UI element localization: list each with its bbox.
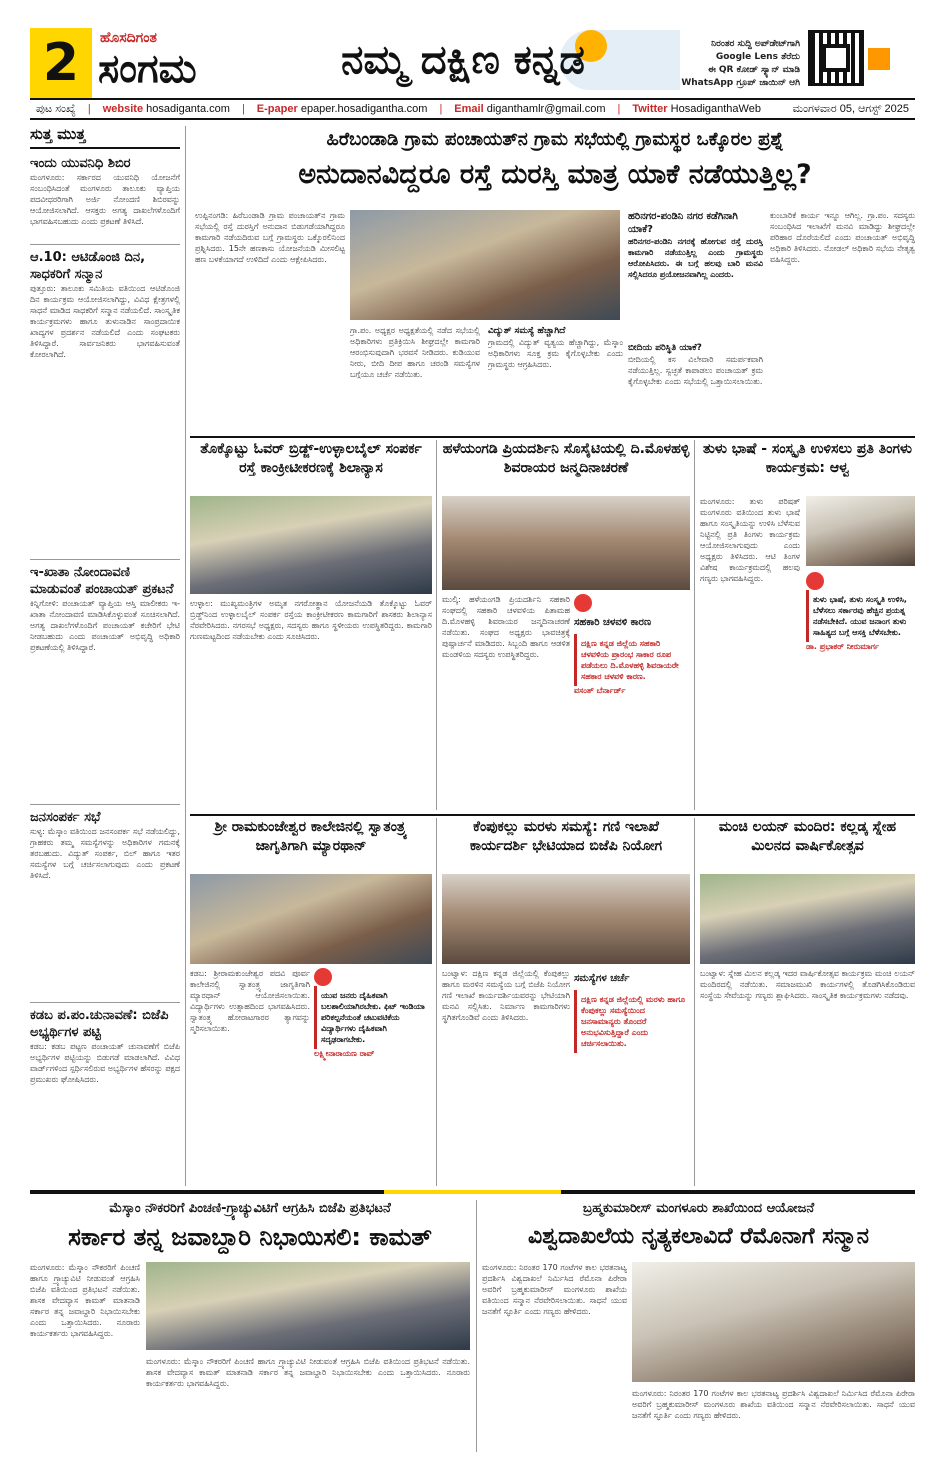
story-photo xyxy=(806,496,915,566)
sidebar-head: ಹರಿನಗರ-ಪಂಡಿನಿ ನಗರ ಕಡೆಗಿನಾಗಿ ಯಾಕೆ? xyxy=(628,211,738,235)
story-headline: ತುಳು ಭಾಷೆ - ಸಂಸ್ಕೃತಿ ಉಳಿಸಲು ಪ್ರತಿ ತಿಂಗಳು ಕಾರ್ಯಕ್ರಮ: ಆಳ್ವ xyxy=(702,441,913,476)
quote-title: ಸಹಕಾರಿ ಚಳವಳಿ ಕಾರಣ xyxy=(574,617,652,628)
story-headline: ವಿಶ್ವದಾಖಲೆಯ ನೃತ್ಯಕಲಾವಿದೆ ರೆಮೊನಾಗೆ ಸನ್ಮಾನ xyxy=(527,1224,870,1249)
brief-body: ಕಡಬ: ಕಡಬ ಪಟ್ಟಣ ಪಂಚಾಯತ್ ಚುನಾವಣೆಗೆ ಬಿಜೆಪಿ ಅಭ್ಯರ್ಥಿಗಳ ಪಟ್ಟಿಯನ್ನು ಬಿಡುಗಡೆ ಮಾಡಲಾಗಿದೆ. ವಿವಿಧ ವಾರ್ಡ್‌ಗಳಿಂದ ಸ್ಪರ್ಧಿಸಲಿರುವ ಅಭ್ಯರ್ಥಿಗಳ ಹೆಸರನ್ನು ಪಕ್ಷದ ಪ್ರಮುಖರು ಘೋಷಿಸಿದರು. xyxy=(30,1042,180,1084)
story-headline: ಹಳೆಯಂಗಡಿ ಪ್ರಿಯದರ್ಶಿನಿ ಸೊಸೈಟಿಯಲ್ಲಿ ದಿ.ಮೊಳಹಳ್ಳಿ ಶಿವರಾಯರ ಜನ್ಮದಿನಾಚರಣೆ xyxy=(442,441,690,476)
brand-top: ಹೊಸದಿಗಂತ xyxy=(100,30,157,46)
story-photo xyxy=(146,1262,470,1350)
column-divider xyxy=(694,818,695,1186)
quote-title: ಸಮಸ್ಯೆಗಳ ಚರ್ಚೆ xyxy=(574,973,630,984)
story-body: ಉಳ್ಳಾಲ: ಮುಖ್ಯಮಂತ್ರಿಗಳ ಅಮೃತ ನಗರೋತ್ಥಾನ ಯೋಜನೆಯಡಿ ತೊಕ್ಕೊಟ್ಟು ಓವರ್ ಬ್ರಿಡ್ಜ್‌ನಿಂದ ಉಳ್ಳಾಲಬೈಲ್ ಸಂಪರ್ಕ ರಸ್ತೆಯ ಕಾಂಕ್ರೀಟೀಕರಣ ಕಾಮಗಾರಿಗೆ ಶಾಸಕರು ಶಿಲಾನ್ಯಾಸ ನೆರವೇರಿಸಿದರು. ನಗರಸಭೆ ಅಧ್ಯಕ್ಷರು, ಸದಸ್ಯರು ಹಾಗೂ ಸ್ಥಳೀಯರು ಉಪಸ್ಥಿತರಿದ್ದರು. ಕಾಮಗಾರಿ ಗುಣಮಟ್ಟದಿಂದ ನಡೆಯಬೇಕು ಎಂದು ಸೂಚಿಸಿದರು. xyxy=(190,599,432,641)
story-photo xyxy=(190,874,432,964)
story-headline: ಸರ್ಕಾರ ತನ್ನ ಜವಾಬ್ದಾರಿ ನಿಭಾಯಿಸಲಿ: ಕಾಮತ್ xyxy=(68,1223,432,1251)
quote-author: ಡಾ. ಪ್ರಭಾಕರ್ ನೀರುಮಾರ್ಗ xyxy=(806,642,880,651)
page-number: 2 xyxy=(30,28,92,98)
story-kicker: ಮೆಸ್ಕಾಂ ನೌಕರರಿಗೆ ಪಿಂಚಣಿ-ಗ್ರ್ಯಾಚ್ಯುವಿಟಿಗೆ ಆಗ್ರಹಿಸಿ ಬಿಜೆಪಿ ಪ್ರತಿಭಟನೆ xyxy=(109,1201,391,1216)
story-body: ಮಂಗಳೂರು: ನಿರಂತರ 170 ಗಂಟೆಗಳ ಕಾಲ ಭರತನಾಟ್ಯ ಪ್ರದರ್ಶಿಸಿ ವಿಶ್ವದಾಖಲೆ ನಿರ್ಮಿಸಿದ ರೆಮೊನಾ ಪಿರೇರಾ ಅವರಿಗೆ ಬ್ರಹ್ಮಕುಮಾರೀಸ್ ಮಂಗಳೂರು ಶಾಖೆಯ ವತಿಯಿಂದ ಸನ್ಮಾನ ನೆರವೇರಿಸಲಾಯಿತು. ಸಾಧನೆ ಯುವ ಜನತೆಗೆ ಸ್ಫೂರ್ತಿ ಎಂದು ಗಣ್ಯರು ಹೇಳಿದರು. xyxy=(482,1263,627,1316)
issue-date: ಮಂಗಳವಾರ 05, ಆಗಸ್ಟ್ 2025 xyxy=(792,102,909,115)
story-photo xyxy=(442,874,690,964)
column-divider xyxy=(694,440,695,810)
separator: | xyxy=(241,103,245,115)
column-divider xyxy=(436,440,437,810)
email-label: Email xyxy=(454,103,484,115)
info-bar xyxy=(30,98,915,120)
story-body: ಕಡಬ: ಶ್ರೀರಾಮಕುಂಜೇಶ್ವರ ಪದವಿ ಪೂರ್ವ ಕಾಲೇಜಿನಲ್ಲಿ ಸ್ವಾತಂತ್ರ್ಯ ಜಾಗೃತಿಗಾಗಿ ಮ್ಯಾರಥಾನ್ ಆಯೋಜಿಸಲಾಯಿತು. ವಿದ್ಯಾರ್ಥಿಗಳು ಉತ್ಸಾಹದಿಂದ ಭಾಗವಹಿಸಿದರು. ಸ್ವಾತಂತ್ರ್ಯ ಹೋರಾಟಗಾರರ ತ್ಯಾಗವನ್ನು ಸ್ಮರಿಸಲಾಯಿತು. xyxy=(190,969,310,1033)
story-headline: ಶ್ರೀ ರಾಮಕುಂಜೇಶ್ವರ ಕಾಲೇಜಿನಲ್ಲಿ ಸ್ವಾತಂತ್ರ್ಯ ಜಾಗೃತಿಗಾಗಿ ಮ್ಯಾರಥಾನ್ xyxy=(214,819,408,854)
qr-line: WhatsApp ಗ್ರೂಪ್ ಜಾಯಿನ್ ಆಗಿ xyxy=(681,78,800,88)
quote-text: ತುಳು ಭಾಷೆ, ತುಳು ಸಂಸ್ಕೃತಿ ಉಳಿಸಿ, ಬೆಳೆಸಲು ಸರ್ಕಾರವು ಹೆಚ್ಚಿನ ಪ್ರಯತ್ನ ನಡೆಸಬೇಕಿದೆ. ಯುವ ಜನಾಂಗ ತುಳು ಸಾಹಿತ್ಯದ ಬಗ್ಗೆ ಆಸಕ್ತಿ ಬೆಳೆಸಬೇಕು. xyxy=(806,590,915,642)
story-photo xyxy=(700,874,915,964)
brief-headline: ಇಂದು ಯುವನಿಧಿ ಶಿಬಿರ xyxy=(30,156,131,171)
story-body: ಬಂಟ್ವಾಳ: ಸ್ನೇಹ ಮಿಲನ ಕಲ್ಲಡ್ಕ ಇದರ ವಾರ್ಷಿಕೋತ್ಸವ ಕಾರ್ಯಕ್ರಮ ಮಂಚಿ ಲಯನ್ ಮಂದಿರದಲ್ಲಿ ನಡೆಯಿತು. ಸಮಾಜಮುಖಿ ಕಾರ್ಯಗಳಲ್ಲಿ ತೊಡಗಿಸಿಕೊಂಡಿರುವ ಸಂಸ್ಥೆಯ ಸೇವೆಯನ್ನು ಗಣ್ಯರು ಶ್ಲಾಘಿಸಿದರು. ಸಾಂಸ್ಕೃತಿಕ ಕಾರ್ಯಕ್ರಮಗಳು ನಡೆದವು. xyxy=(700,969,915,1000)
left-column xyxy=(30,126,180,1186)
qr-line: ನಿರಂತರ ಸುದ್ದಿ ಅಪ್‌ಡೇಟ್‌ಗಾಗಿ xyxy=(711,39,800,49)
quote-author: ವಸಂತ್ ಬೆರ್ನಾರ್ಡ್ xyxy=(574,686,626,695)
story-headline: ಮಂಚಿ ಲಯನ್ ಮಂದಿರ: ಕಲ್ಲಡ್ಕ ಸ್ನೇಹ ಮಿಲನದ ವಾರ್ಷಿಕೋತ್ಸವ xyxy=(718,819,897,854)
qr-line: Google Lens ತೆರೆದು xyxy=(715,52,800,62)
brief-headline: ಇ-ಖಾತಾ ನೋಂದಾವಣಿ ಮಾಡುವಂತೆ ಪಂಚಾಯತ್ ಪ್ರಕಟನೆ xyxy=(30,559,180,598)
quote-icon xyxy=(314,968,332,986)
brand-main: ಸಂಗಮ xyxy=(98,46,197,92)
separator: | xyxy=(439,103,443,115)
quote-icon xyxy=(806,572,824,590)
quote-text: ದಕ್ಷಿಣ ಕನ್ನಡ ಜಿಲ್ಲೆಯ ಸಹಕಾರಿ ಚಳವಳಿಯ ಪ್ರಾರಂಭ ಸಾಕಾರ ರೂಪ ಪಡೆಯಲು ದಿ.ಮೊಳಹಳ್ಳಿ ಶಿವರಾಯರೇ ಸಹಕಾರ ಚಳವಳಿ ಕಾರಣ. xyxy=(574,634,690,686)
lead-sidebar xyxy=(488,325,623,430)
story-body: ಮಂಗಳೂರು: ಮೆಸ್ಕಾಂ ನೌಕರರಿಗೆ ಪಿಂಚಣಿ ಹಾಗೂ ಗ್ರ್ಯಾಚ್ಯುವಿಟಿ ನೀಡುವಂತೆ ಆಗ್ರಹಿಸಿ ಬಿಜೆಪಿ ವತಿಯಿಂದ ಪ್ರತಿಭಟನೆ ನಡೆಯಿತು. ಶಾಸಕ ವೇದವ್ಯಾಸ ಕಾಮತ್ ಮಾತನಾಡಿ ಸರ್ಕಾರ ತನ್ನ ಜವಾಬ್ದಾರಿ ನಿಭಾಯಿಸಬೇಕು ಎಂದು ಒತ್ತಾಯಿಸಿದರು. ನೂರಾರು ಕಾರ್ಯಕರ್ತರು ಭಾಗವಹಿಸಿದ್ದರು. xyxy=(146,1357,470,1388)
pull-quote xyxy=(574,968,690,1088)
story-headline: ಕೆಂಪುಕಲ್ಲು ಮರಳು ಸಮಸ್ಯೆ: ಗಣಿ ಇಲಾಖೆ ಕಾರ್ಯದರ್ಶಿ ಭೇಟಿಯಾದ ಬಿಜೆಪಿ ನಿಯೋಗ xyxy=(469,819,663,854)
twitter-link[interactable]: HosadiganthaWeb xyxy=(670,103,761,115)
section-title: ಸುತ್ತ ಮುತ್ತ xyxy=(30,126,180,149)
orange-square-icon xyxy=(868,48,890,70)
story-body: ಬಂಟ್ವಾಳ: ದಕ್ಷಿಣ ಕನ್ನಡ ಜಿಲ್ಲೆಯಲ್ಲಿ ಕೆಂಪುಕಲ್ಲು ಹಾಗೂ ಮರಳಿನ ಸಮಸ್ಯೆಯ ಬಗ್ಗೆ ಬಿಜೆಪಿ ನಿಯೋಗ ಗಣಿ ಇಲಾಖೆ ಕಾರ್ಯದರ್ಶಿಯವರನ್ನು ಭೇಟಿಯಾಗಿ ಮನವಿ ಸಲ್ಲಿಸಿತು. ನಿರ್ಮಾಣ ಕಾಮಗಾರಿಗಳು ಸ್ಥಗಿತಗೊಂಡಿವೆ ಎಂದು ತಿಳಿಸಿದರು. xyxy=(442,969,570,1022)
sidebar-head: ಬೀದಿಯ ಪರಿಸ್ಥಿತಿ ಯಾಕೆ? xyxy=(628,343,702,353)
brief-body: ಮಂಗಳೂರು: ಸರ್ಕಾರದ ಯುವನಿಧಿ ಯೋಜನೆಗೆ ಸಂಬಂಧಿಸಿದಂತೆ ಮಂಗಳೂರು ತಾಲೂಕು ವ್ಯಾಪ್ತಿಯ ಪದವೀಧರರಿಗಾಗಿ ಅರ್ಜಿ ನೋಂದಣಿ ಶಿಬಿರವನ್ನು ಆಯೋಜಿಸಲಾಗಿದೆ. ಆಸಕ್ತರು ಅಗತ್ಯ ದಾಖಲೆಗಳೊಂದಿಗೆ ಭಾಗವಹಿಸಬಹುದು ಎಂದು ಪ್ರಕಟಣೆ ತಿಳಿಸಿದೆ. xyxy=(30,173,180,226)
page-title: ನಮ್ಮ ದಕ್ಷಿಣ ಕನ್ನಡ xyxy=(341,36,585,83)
sidebar-body: ಹರಿನಗರ-ಪಂಡಿನಿ ನಗರಕ್ಕೆ ಹೋಗುವ ರಸ್ತೆ ದುರಸ್ತಿ ಕಾಮಗಾರಿ ನಡೆಯುತ್ತಿಲ್ಲ ಎಂದು ಗ್ರಾಮಸ್ಥರು ಆರೋಪಿಸಿದರು. ಈ ಬಗ್ಗೆ ಹಲವು ಬಾರಿ ಮನವಿ ಸಲ್ಲಿಸಿದರೂ ಪ್ರಯೋಜನವಾಗಿಲ್ಲ ಎಂದರು. xyxy=(628,237,763,279)
pull-quote xyxy=(314,968,432,1108)
story-photo xyxy=(190,496,432,594)
email-link[interactable]: diganthamlr@gmail.com xyxy=(486,103,606,115)
website-label: website xyxy=(102,103,144,115)
quote-icon xyxy=(574,594,592,612)
qr-line: ಈ QR ಕೋಡ್ ಸ್ಕ್ಯಾನ್ ಮಾಡಿ xyxy=(707,65,800,75)
quote-author: ಲಕ್ಷ್ಮೀನಾರಾಯಣ ರಾವ್ xyxy=(314,1049,375,1058)
brief-body: ಪುತ್ತೂರು: ತಾಲೂಕು ಸಮಿತಿಯ ವತಿಯಿಂದ ಆಟಿಡೊಂಜಿ ದಿನ ಕಾರ್ಯಕ್ರಮ ಆಯೋಜಿಸಲಾಗಿದ್ದು, ವಿವಿಧ ಕ್ಷೇತ್ರಗಳಲ್ಲಿ ಸಾಧನೆ ಮಾಡಿದ ಸಾಧಕರಿಗೆ ಸನ್ಮಾನ ನಡೆಯಲಿದೆ. ಸಾಂಸ್ಕೃತಿಕ ಕಾರ್ಯಕ್ರಮಗಳು ಹಾಗೂ ತುಳುನಾಡಿನ ಸಾಂಪ್ರದಾಯಿಕ ಖಾದ್ಯಗಳ ಪ್ರದರ್ಶನ ನಡೆಯಲಿದೆ ಎಂದು ಸಂಘಟಕರು ತಿಳಿಸಿದ್ದಾರೆ. ಸಾರ್ವಜನಿಕರು ಭಾಗವಹಿಸುವಂತೆ ಕೋರಲಾಗಿದೆ. xyxy=(30,284,180,359)
twitter-label: Twitter xyxy=(632,103,668,115)
separator: | xyxy=(87,103,91,115)
section-rule xyxy=(190,436,915,438)
sidebar-body: ಗ್ರಾಮದಲ್ಲಿ ವಿದ್ಯುತ್ ವ್ಯತ್ಯಯ ಹೆಚ್ಚಾಗಿದ್ದು, ಮೆಸ್ಕಾಂ ಅಧಿಕಾರಿಗಳು ಸೂಕ್ತ ಕ್ರಮ ಕೈಗೊಳ್ಳಬೇಕು ಎಂದು ಗ್ರಾಮಸ್ಥರು ಆಗ್ರಹಿಸಿದರು. xyxy=(488,338,623,369)
brief-headline: ಆ.10: ಆಟಿಡೊಂಜಿ ದಿನ, ಸಾಧಕರಿಗೆ ಸನ್ಮಾನ xyxy=(30,244,180,283)
story-kicker: ಬ್ರಹ್ಮಕುಮಾರೀಸ್ ಮಂಗಳೂರು ಶಾಖೆಯಿಂದ ಆಯೋಜನೆ xyxy=(582,1201,815,1216)
epaper-link[interactable]: epaper.hosadigantha.com xyxy=(300,103,428,115)
pullout-label: ಪುಟ ಸಂಖ್ಯೆ xyxy=(36,102,76,115)
lead-body: ಕುಂಬಾರಿಕೆ ಕಾರ್ಯ ಇನ್ನೂ ಆಗಿಲ್ಲ. ಗ್ರಾ.ಪಂ. ಸದಸ್ಯರು ಸಂಬಂಧಿಸಿದ ಇಲಾಖೆಗೆ ಮನವಿ ಮಾಡಿದ್ದು ಶೀಘ್ರದಲ್ಲೇ ಪರಿಹಾರ ದೊರೆಯಲಿದೆ ಎಂದು ಪಂಚಾಯತ್ ಅಭಿವೃದ್ಧಿ ಅಧಿಕಾರಿ ತಿಳಿಸಿದರು. ನೋಡಲ್ ಅಧಿಕಾರಿ ಸಭೆಯ ನೇತೃತ್ವ ವಹಿಸಿದ್ದರು. xyxy=(770,211,915,264)
lead-photo xyxy=(350,210,620,320)
pull-quote xyxy=(574,594,690,714)
quote-text: ಯುವ ಜನರು ದೈಹಿಕವಾಗಿ ಬಲಶಾಲಿಯಾಗಿರಬೇಕು. ಫಿಟ್ ಇಂಡಿಯಾ ಪರಿಕಲ್ಪನೆಯಂತೆ ಚಟುವಟಿಕೆಯ ವಿದ್ಯಾರ್ಥಿಗಳು ದೈಹಿಕವಾಗಿ ಸದೃಢರಾಗಬೇಕು. xyxy=(314,986,432,1049)
brief-body: ಸುಳ್ಯ: ಮೆಸ್ಕಾಂ ವತಿಯಿಂದ ಜನಸಂಪರ್ಕ ಸಭೆ ನಡೆಯಲಿದ್ದು, ಗ್ರಾಹಕರು ತಮ್ಮ ಸಮಸ್ಯೆಗಳನ್ನು ಅಧಿಕಾರಿಗಳ ಗಮನಕ್ಕೆ ತರಬಹುದು. ವಿದ್ಯುತ್ ಸಂಪರ್ಕ, ಬಿಲ್ ಹಾಗೂ ಇತರ ಸಮಸ್ಯೆಗಳ ಬಗ್ಗೆ ಚರ್ಚಿಸಲಾಗುವುದು ಎಂದು ಪ್ರಕಟಣೆ ತಿಳಿಸಿದೆ. xyxy=(30,827,180,880)
sidebar-body: ಬೀದಿಯಲ್ಲಿ ಕಸ ವಿಲೇವಾರಿ ಸಮರ್ಪಕವಾಗಿ ನಡೆಯುತ್ತಿಲ್ಲ. ಸ್ವಚ್ಛತೆ ಕಾಪಾಡಲು ಪಂಚಾಯತ್ ಕ್ರಮ ಕೈಗೊಳ್ಳಬೇಕು ಎಂದು ಸಭೆಯಲ್ಲಿ ಒತ್ತಾಯಿಸಲಾಯಿತು. xyxy=(628,355,763,386)
masthead xyxy=(0,0,945,98)
column-divider xyxy=(436,818,437,1186)
column-divider xyxy=(185,126,186,1186)
epaper-label: E-paper xyxy=(256,103,298,115)
lead-sidebar xyxy=(628,210,763,430)
story-body: ಮಂಗಳೂರು: ತುಳು ಪರಿಷತ್ ಮಂಗಳೂರು ವತಿಯಿಂದ ತುಳು ಭಾಷೆ ಹಾಗೂ ಸಂಸ್ಕೃತಿಯನ್ನು ಉಳಿಸಿ ಬೆಳೆಸುವ ನಿಟ್ಟಿನಲ್ಲಿ ಪ್ರತಿ ತಿಂಗಳು ಕಾರ್ಯಕ್ರಮ ಆಯೋಜಿಸಲಾಗುವುದು ಎಂದು ಅಧ್ಯಕ್ಷರು ತಿಳಿಸಿದರು. ಆಟಿ ತಿಂಗಳ ವಿಶೇಷ ಕಾರ್ಯಕ್ರಮದಲ್ಲಿ ಹಲವು ಗಣ್ಯರು ಭಾಗವಹಿಸಿದ್ದರು. xyxy=(700,497,800,583)
brief-headline: ಜನಸಂಪರ್ಕ ಸಭೆ xyxy=(30,804,180,826)
story-headline: ತೊಕ್ಕೊಟ್ಟು ಓವರ್ ಬ್ರಿಡ್ಜ್-ಉಳ್ಳಾಲಬೈಲ್ ಸಂಪರ್ಕ ರಸ್ತೆ ಕಾಂಕ್ರೀಟೀಕರಣಕ್ಕೆ ಶಿಲಾನ್ಯಾಸ xyxy=(200,441,422,476)
story-photo xyxy=(632,1262,915,1382)
story-body: ಮಂಗಳೂರು: ನಿರಂತರ 170 ಗಂಟೆಗಳ ಕಾಲ ಭರತನಾಟ್ಯ ಪ್ರದರ್ಶಿಸಿ ವಿಶ್ವದಾಖಲೆ ನಿರ್ಮಿಸಿದ ರೆಮೊನಾ ಪಿರೇರಾ ಅವರಿಗೆ ಬ್ರಹ್ಮಕುಮಾರೀಸ್ ಮಂಗಳೂರು ಶಾಖೆಯ ವತಿಯಿಂದ ಸನ್ಮಾನ ನೆರವೇರಿಸಲಾಯಿತು. ಸಾಧನೆ ಯುವ ಜನತೆಗೆ ಸ್ಫೂರ್ತಿ ಎಂದು ಗಣ್ಯರು ಹೇಳಿದರು. xyxy=(632,1389,915,1420)
pull-quote xyxy=(806,572,915,722)
section-rule xyxy=(190,814,915,816)
brief-body: ಕಿನ್ನಿಗೋಳಿ: ಪಂಚಾಯತ್ ವ್ಯಾಪ್ತಿಯ ಆಸ್ತಿ ಮಾಲೀಕರು ಇ-ಖಾತಾ ನೋಂದಾವಣಿ ಮಾಡಿಸಿಕೊಳ್ಳುವಂತೆ ಸೂಚಿಸಲಾಗಿದೆ. ಅಗತ್ಯ ದಾಖಲೆಗಳೊಂದಿಗೆ ಪಂಚಾಯತ್ ಕಚೇರಿಗೆ ಭೇಟಿ ನೀಡಬಹುದು ಎಂದು ಪಂಚಾಯತ್ ಅಭಿವೃದ್ಧಿ ಅಧಿಕಾರಿ ಪ್ರಕಟಣೆಯಲ್ಲಿ ತಿಳಿಸಿದ್ದಾರೆ. xyxy=(30,599,180,652)
qr-instructions xyxy=(650,38,800,94)
brief-headline: ಕಡಬ ಪ.ಪಂ.ಚುನಾವಣೆ: ಬಿಜೆಪಿ ಅಭ್ಯರ್ಥಿಗಳ ಪಟ್ಟಿ xyxy=(30,1002,180,1041)
lead-kicker: ಹಿರೆಬಂಡಾಡಿ ಗ್ರಾಮ ಪಂಚಾಯತ್‌ನ ಗ್ರಾಮ ಸಭೆಯಲ್ಲಿ ಗ್ರಾಮಸ್ಥರ ಒಕ್ಕೊರಲ ಪ್ರಶ್ನೆ xyxy=(326,129,784,150)
section-rule xyxy=(30,1190,915,1194)
lead-body: ಗ್ರಾ.ಪಂ. ಅಧ್ಯಕ್ಷರ ಅಧ್ಯಕ್ಷತೆಯಲ್ಲಿ ನಡೆದ ಸಭೆಯಲ್ಲಿ ಅಧಿಕಾರಿಗಳು ಪ್ರತಿಕ್ರಿಯಿಸಿ ಶೀಘ್ರದಲ್ಲೇ ಕಾಮಗಾರಿ ಆರಂಭಿಸುವುದಾಗಿ ಭರವಸೆ ನೀಡಿದರು. ಕುಡಿಯುವ ನೀರು, ಬೀದಿ ದೀಪ ಹಾಗೂ ಚರಂಡಿ ಸಮಸ್ಯೆಗಳ ಬಗ್ಗೆಯೂ ಚರ್ಚೆ ನಡೆಯಿತು. xyxy=(350,326,480,379)
column-divider xyxy=(476,1200,477,1452)
story-body: ಮಂಗಳೂರು: ಮೆಸ್ಕಾಂ ನೌಕರರಿಗೆ ಪಿಂಚಣಿ ಹಾಗೂ ಗ್ರ್ಯಾಚ್ಯುವಿಟಿ ನೀಡುವಂತೆ ಆಗ್ರಹಿಸಿ ಬಿಜೆಪಿ ವತಿಯಿಂದ ಪ್ರತಿಭಟನೆ ನಡೆಯಿತು. ಶಾಸಕ ವೇದವ್ಯಾಸ ಕಾಮತ್ ಮಾತನಾಡಿ ಸರ್ಕಾರ ತನ್ನ ಜವಾಬ್ದಾರಿ ನಿಭಾಯಿಸಬೇಕು ಎಂದು ಒತ್ತಾಯಿಸಿದರು. ನೂರಾರು ಕಾರ್ಯಕರ್ತರು ಭಾಗವಹಿಸಿದ್ದರು. xyxy=(30,1263,140,1338)
lead-headline: ಅನುದಾನವಿದ್ದರೂ ರಸ್ತೆ ದುರಸ್ತಿ ಮಾತ್ರ ಯಾಕೆ ನಡೆಯುತ್ತಿಲ್ಲ? xyxy=(298,159,812,190)
story-body: ಮುಲ್ಕಿ: ಹಳೆಯಂಗಡಿ ಪ್ರಿಯದರ್ಶಿನಿ ಸಹಕಾರಿ ಸಂಘದಲ್ಲಿ ಸಹಕಾರಿ ಚಳವಳಿಯ ಪಿತಾಮಹ ದಿ.ಮೊಳಹಳ್ಳಿ ಶಿವರಾಯರ ಜನ್ಮದಿನಾಚರಣೆ ನಡೆಯಿತು. ಸಂಘದ ಅಧ್ಯಕ್ಷರು ಭಾವಚಿತ್ರಕ್ಕೆ ಪುಷ್ಪಾರ್ಚನೆ ಮಾಡಿದರು. ಸಿಬ್ಬಂದಿ ಹಾಗೂ ಆಡಳಿತ ಮಂಡಳಿಯ ಸದಸ್ಯರು ಉಪಸ್ಥಿತರಿದ್ದರು. xyxy=(442,595,570,659)
lead-body: ಉಪ್ಪಿನಂಗಡಿ: ಹಿರೆಬಂಡಾಡಿ ಗ್ರಾಮ ಪಂಚಾಯತ್‌ನ ಗ್ರಾಮ ಸಭೆಯಲ್ಲಿ ರಸ್ತೆ ದುರಸ್ತಿಗೆ ಅನುದಾನ ಬಿಡುಗಡೆಯಾಗಿದ್ದರೂ ಕಾಮಗಾರಿ ನಡೆಯದಿರುವ ಬಗ್ಗೆ ಗ್ರಾಮಸ್ಥರು ಒಕ್ಕೊರಲಿನಿಂದ ಪ್ರಶ್ನಿಸಿದರು. 15ನೇ ಹಣಕಾಸು ಯೋಜನೆಯಡಿ ಮೀಸಲಿಟ್ಟ ಹಣ ಬಳಕೆಯಾಗದೆ ಉಳಿದಿದೆ ಎಂದು ಆಕ್ಷೇಪಿಸಿದರು. xyxy=(195,211,345,264)
sidebar-head: ವಿದ್ಯುತ್ ಸಮಸ್ಯೆ ಹೆಚ್ಚಾಗಿದೆ xyxy=(488,326,566,336)
quote-text: ದಕ್ಷಿಣ ಕನ್ನಡ ಜಿಲ್ಲೆಯಲ್ಲಿ ಮರಳು ಹಾಗೂ ಕೆಂಪುಕಲ್ಲು ಸಮಸ್ಯೆಯಿಂದ ಜನಸಾಮಾನ್ಯರು ತೊಂದರೆ ಅನುಭವಿಸುತ್ತಿದ್ದಾರೆ ಎಂದು ಚರ್ಚಿಸಲಾಯಿತು. xyxy=(574,990,690,1053)
qr-code-center xyxy=(822,44,850,72)
story-photo xyxy=(442,496,690,590)
separator: | xyxy=(617,103,621,115)
website-link[interactable]: hosadiganta.com xyxy=(146,103,230,115)
